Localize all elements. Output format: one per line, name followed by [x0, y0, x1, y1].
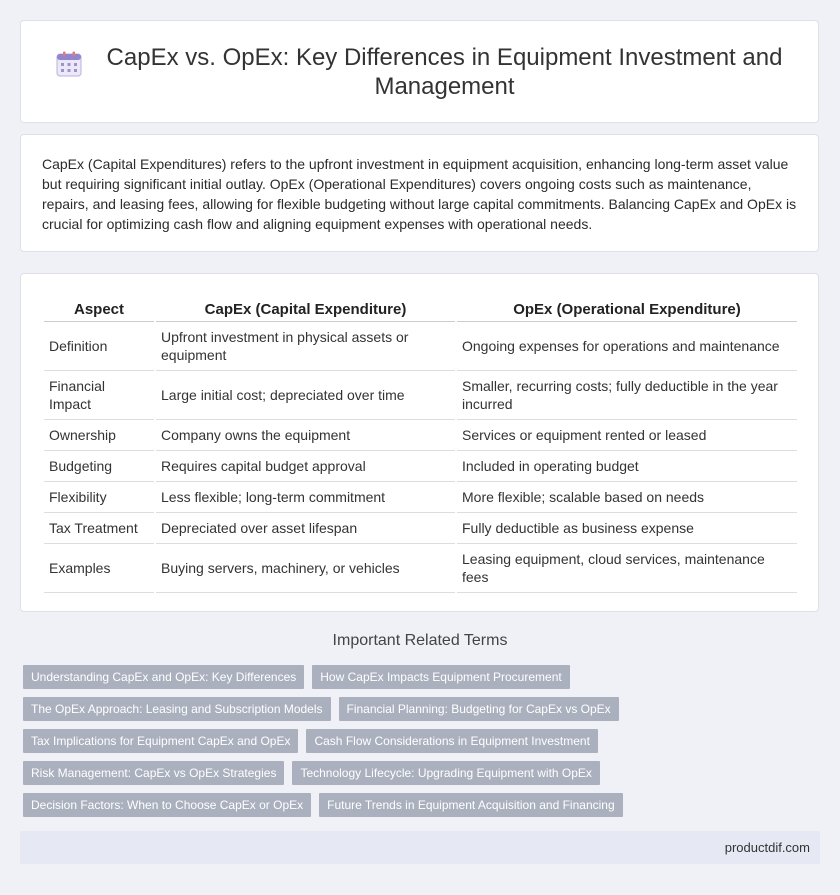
title-card: [20, 20, 819, 123]
header-aspect: Aspect: [44, 295, 154, 322]
related-term-link[interactable]: How CapEx Impacts Equipment Procurement: [312, 665, 569, 689]
cell-opex: Services or equipment rented or leased: [457, 420, 797, 451]
cell-aspect: Examples: [44, 544, 154, 593]
related-terms-list: [23, 665, 623, 825]
cell-opex: More flexible; scalable based on needs: [457, 482, 797, 513]
related-term-link[interactable]: Cash Flow Considerations in Equipment Investment: [306, 729, 597, 753]
page-title: CapEx vs. OpEx: Key Differences in Equipment Investment and Management: [106, 44, 783, 100]
related-term-link[interactable]: Understanding CapEx and OpEx: Key Differences: [23, 665, 304, 689]
table-row: [44, 420, 797, 451]
comparison-card: [20, 273, 819, 612]
related-term-link[interactable]: Tax Implications for Equipment CapEx and OpEx: [23, 729, 298, 753]
table-row: [44, 322, 797, 371]
header-capex: CapEx (Capital Expenditure): [156, 295, 455, 322]
comparison-table: [42, 295, 799, 593]
related-term-link[interactable]: Technology Lifecycle: Upgrading Equipment with OpEx: [292, 761, 600, 785]
cell-opex: Ongoing expenses for operations and maintenance: [457, 322, 797, 371]
cell-opex: Smaller, recurring costs; fully deductible in the year incurred: [457, 371, 797, 420]
table-row: [44, 451, 797, 482]
intro-paragraph: CapEx (Capital Expenditures) refers to the upfront investment in equipment acquisition, enhancing long-term asset value but requiring significant initial outlay. OpEx (Operational Expenditures) covers ongoing costs such as maintenance, repairs, and leasing fees, allowing for flexible budgeting without large capital commitments. Balancing CapEx and OpEx is crucial for optimizing cash flow and aligning equipment expenses with operational needs.: [42, 156, 797, 232]
cell-capex: Company owns the equipment: [156, 420, 455, 451]
cell-capex: Requires capital budget approval: [156, 451, 455, 482]
related-term-link[interactable]: The OpEx Approach: Leasing and Subscription Models: [23, 697, 331, 721]
cell-aspect: Budgeting: [44, 451, 154, 482]
related-terms-heading: Important Related Terms: [332, 632, 508, 649]
calendar-icon: [55, 50, 83, 78]
cell-aspect: Financial Impact: [44, 371, 154, 420]
related-term-link[interactable]: Future Trends in Equipment Acquisition and Financing: [319, 793, 623, 817]
header-opex: OpEx (Operational Expenditure): [457, 295, 797, 322]
table-row: [44, 371, 797, 420]
table-header-row: [44, 295, 797, 322]
cell-opex: Leasing equipment, cloud services, maintenance fees: [457, 544, 797, 593]
table-row: [44, 482, 797, 513]
cell-capex: Depreciated over asset lifespan: [156, 513, 455, 544]
cell-opex: Included in operating budget: [457, 451, 797, 482]
table-row: [44, 544, 797, 593]
cell-opex: Fully deductible as business expense: [457, 513, 797, 544]
cell-aspect: Flexibility: [44, 482, 154, 513]
related-term-link[interactable]: Decision Factors: When to Choose CapEx or OpEx: [23, 793, 311, 817]
cell-aspect: Tax Treatment: [44, 513, 154, 544]
related-term-link[interactable]: Financial Planning: Budgeting for CapEx vs OpEx: [339, 697, 619, 721]
footer-bar: [20, 831, 820, 864]
cell-capex: Large initial cost; depreciated over time: [156, 371, 455, 420]
related-term-link[interactable]: Risk Management: CapEx vs OpEx Strategies: [23, 761, 284, 785]
table-row: [44, 513, 797, 544]
cell-capex: Less flexible; long-term commitment: [156, 482, 455, 513]
cell-aspect: Ownership: [44, 420, 154, 451]
cell-capex: Buying servers, machinery, or vehicles: [156, 544, 455, 593]
intro-card: [20, 134, 819, 252]
footer-site-link[interactable]: productdif.com: [724, 840, 810, 855]
cell-capex: Upfront investment in physical assets or equipment: [156, 322, 455, 371]
cell-aspect: Definition: [44, 322, 154, 371]
